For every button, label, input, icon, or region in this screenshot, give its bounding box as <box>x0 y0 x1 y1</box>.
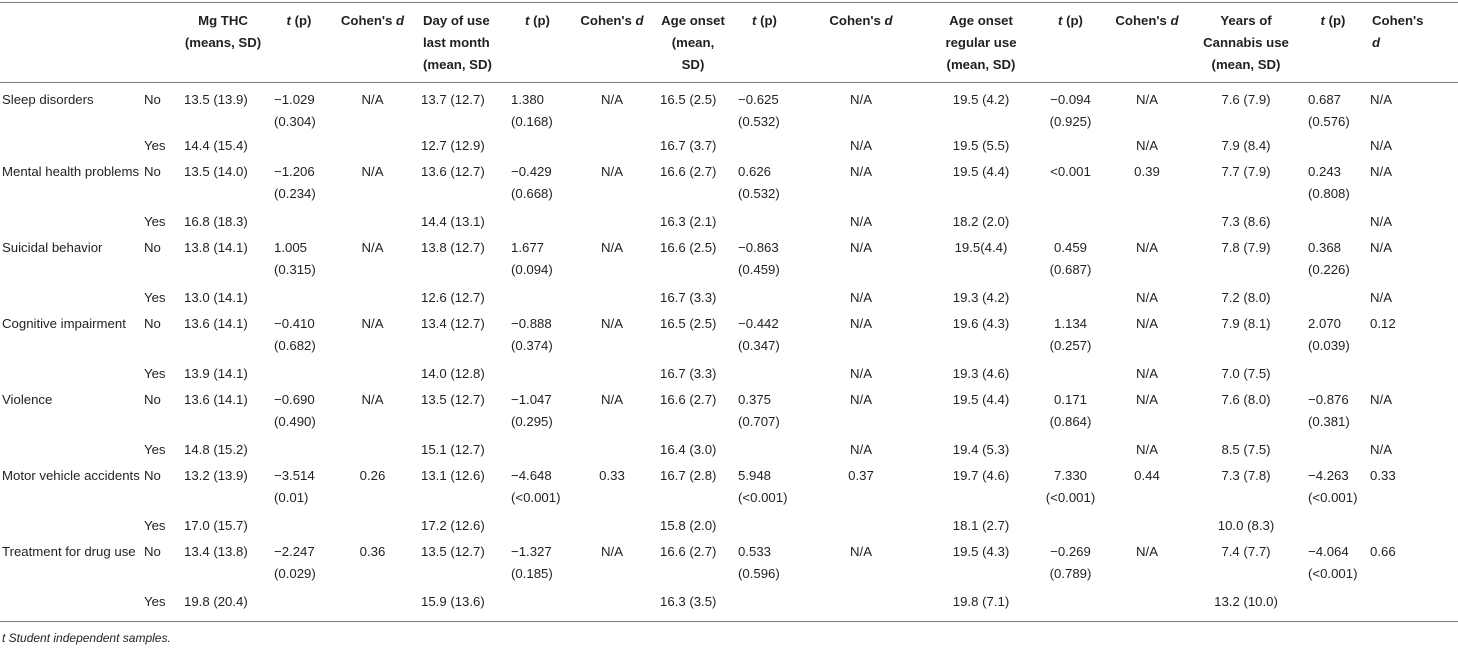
table-row <box>0 591 1458 622</box>
cell-cohens-d <box>330 591 415 622</box>
cell-t-p <box>1037 287 1104 311</box>
cell-mean-sd: 7.3 (8.6) <box>1221 214 1271 229</box>
cell-cohens-d: 0.33 <box>1370 468 1396 483</box>
row-group: Yes <box>144 290 166 305</box>
cell-cohens-d: N/A <box>601 240 623 255</box>
header-t-p: t (p) <box>752 13 777 28</box>
cell-mean-sd: 19.7 (4.6) <box>952 468 1010 483</box>
row-variable <box>0 439 142 463</box>
row-variable: Violence <box>2 392 53 407</box>
cell-t-p: 5.948 (<0.001) <box>738 468 788 505</box>
cell-t-p: −1.047 (0.295) <box>511 392 553 429</box>
cell-cohens-d: N/A <box>1136 392 1158 407</box>
cell-t-p: 0.368 (0.226) <box>1308 240 1350 277</box>
cell-t-p: −4.263 (<0.001) <box>1308 468 1358 505</box>
cell-mean-sd: 16.3 (3.5) <box>660 594 717 609</box>
cell-t-p <box>732 211 797 235</box>
header-t-p: t (p) <box>1058 13 1083 28</box>
cell-mean-sd: 19.4 (5.3) <box>952 442 1010 457</box>
cell-t-p <box>505 439 570 463</box>
cell-mean-sd: 7.9 (8.1) <box>1221 316 1271 331</box>
cell-t-p <box>732 591 797 622</box>
cell-cohens-d <box>330 135 415 159</box>
cell-cohens-d: N/A <box>1136 138 1158 153</box>
cell-mean-sd: 13.6 (14.1) <box>184 392 248 407</box>
cell-t-p <box>732 439 797 463</box>
cell-mean-sd: 13.4 (12.7) <box>421 316 485 331</box>
row-group: Yes <box>144 518 166 533</box>
cell-mean-sd: 7.9 (8.4) <box>1221 138 1271 153</box>
cell-mean-sd: 7.0 (7.5) <box>1221 366 1271 381</box>
cell-mean-sd: 19.5 (4.3) <box>952 544 1010 559</box>
table-row <box>0 539 1458 591</box>
cell-mean-sd: 16.3 (2.1) <box>660 214 717 229</box>
cell-cohens-d: N/A <box>850 240 872 255</box>
cell-t-p <box>1037 439 1104 463</box>
cell-t-p: −1.206 (0.234) <box>274 164 316 201</box>
header-age-onset-regular: Age onset regular use (mean, SD) <box>945 13 1017 72</box>
header-t-p: t (p) <box>525 13 550 28</box>
cell-mean-sd: 13.8 (14.1) <box>184 240 248 255</box>
row-group: No <box>144 392 161 407</box>
cell-mean-sd: 13.9 (14.1) <box>184 366 248 381</box>
cell-cohens-d: N/A <box>1370 92 1392 107</box>
cell-cohens-d <box>330 515 415 539</box>
cell-cohens-d: N/A <box>850 316 872 331</box>
cell-cohens-d: N/A <box>1370 240 1392 255</box>
cell-t-p: −0.888 (0.374) <box>511 316 553 353</box>
cell-mean-sd: 16.6 (2.7) <box>660 164 717 179</box>
header-cohens-d: Cohen's d <box>829 13 893 28</box>
cell-cohens-d: 0.37 <box>848 468 874 483</box>
cell-mean-sd: 7.2 (8.0) <box>1221 290 1271 305</box>
cell-t-p: 0.459 (0.687) <box>1049 240 1092 277</box>
cell-mean-sd: 13.4 (13.8) <box>184 544 248 559</box>
cell-t-p: 7.330 (<0.001) <box>1045 468 1096 505</box>
cell-mean-sd: 14.4 (15.4) <box>184 138 248 153</box>
table-row <box>0 363 1458 387</box>
cell-t-p <box>732 135 797 159</box>
cell-cohens-d: N/A <box>850 138 872 153</box>
table-row <box>0 83 1458 136</box>
cell-t-p <box>268 363 330 387</box>
table-footnote: t Student independent samples. <box>2 631 171 645</box>
cell-mean-sd: 13.5 (12.7) <box>421 544 485 559</box>
cell-t-p <box>505 287 570 311</box>
cell-cohens-d <box>570 135 654 159</box>
results-table <box>0 2 1458 622</box>
cell-cohens-d: N/A <box>1370 214 1392 229</box>
table-row <box>0 311 1458 363</box>
cell-mean-sd: 14.0 (12.8) <box>421 366 485 381</box>
cell-cohens-d: N/A <box>850 366 872 381</box>
cell-mean-sd: 16.5 (2.5) <box>660 316 717 331</box>
table-row <box>0 235 1458 287</box>
cell-t-p: 1.380 (0.168) <box>511 92 553 129</box>
cell-t-p <box>505 363 570 387</box>
row-group: No <box>144 468 161 483</box>
cell-t-p: −1.029 (0.304) <box>274 92 316 129</box>
row-variable <box>0 135 142 159</box>
cell-cohens-d: N/A <box>1136 366 1158 381</box>
cell-cohens-d: N/A <box>1136 316 1158 331</box>
cell-mean-sd: 16.6 (2.7) <box>660 544 717 559</box>
row-group: No <box>144 316 161 331</box>
cell-mean-sd: 19.6 (4.3) <box>952 316 1010 331</box>
cell-mean-sd: 13.7 (12.7) <box>421 92 485 107</box>
table-row <box>0 287 1458 311</box>
cell-cohens-d: N/A <box>601 392 623 407</box>
cell-mean-sd: 19.5 (5.5) <box>952 138 1010 153</box>
cell-cohens-d <box>1104 515 1190 539</box>
header-mg-thc: Mg THC (means, SD) <box>184 13 262 50</box>
cell-cohens-d: N/A <box>1136 290 1158 305</box>
row-group: Yes <box>144 214 166 229</box>
cell-cohens-d: N/A <box>850 214 872 229</box>
table-row <box>0 159 1458 211</box>
table-row <box>0 439 1458 463</box>
table-row <box>0 515 1458 539</box>
cell-mean-sd: 16.8 (18.3) <box>184 214 248 229</box>
cell-mean-sd: 16.7 (3.7) <box>660 138 717 153</box>
cell-t-p: −0.690 (0.490) <box>274 392 316 429</box>
cell-t-p <box>1302 591 1364 622</box>
cell-t-p: 0.687 (0.576) <box>1308 92 1350 129</box>
cell-mean-sd: 15.1 (12.7) <box>421 442 485 457</box>
cell-cohens-d: N/A <box>850 544 872 559</box>
cell-cohens-d: N/A <box>1136 442 1158 457</box>
cell-cohens-d <box>570 363 654 387</box>
cell-t-p: 0.375 (0.707) <box>738 392 780 429</box>
cell-cohens-d <box>1104 211 1190 235</box>
cell-mean-sd: 7.6 (7.9) <box>1221 92 1271 107</box>
row-variable <box>0 363 142 387</box>
cell-t-p <box>268 135 330 159</box>
cell-cohens-d: N/A <box>850 392 872 407</box>
cell-t-p: −0.269 (0.789) <box>1049 544 1092 581</box>
cell-t-p <box>268 439 330 463</box>
cell-t-p: −0.876 (0.381) <box>1308 392 1350 429</box>
table-row <box>0 463 1458 515</box>
row-variable <box>0 287 142 311</box>
cell-cohens-d <box>1364 591 1458 622</box>
cell-t-p: 1.677 (0.094) <box>511 240 553 277</box>
cell-mean-sd: 17.2 (12.6) <box>421 518 485 533</box>
cell-t-p <box>1302 287 1364 311</box>
cell-t-p <box>732 515 797 539</box>
row-variable: Mental health problems <box>2 164 140 179</box>
cell-t-p: −0.094 (0.925) <box>1049 92 1092 129</box>
cell-cohens-d: N/A <box>1370 138 1392 153</box>
cell-mean-sd: 16.5 (2.5) <box>660 92 717 107</box>
cell-cohens-d <box>570 439 654 463</box>
cell-mean-sd: 14.4 (13.1) <box>421 214 485 229</box>
row-group: No <box>144 164 161 179</box>
cell-mean-sd: 15.9 (13.6) <box>421 594 485 609</box>
cell-mean-sd: 19.3 (4.2) <box>952 290 1010 305</box>
row-group: Yes <box>144 366 166 381</box>
row-variable: Treatment for drug use <box>2 544 136 559</box>
cell-mean-sd: 7.7 (7.9) <box>1221 164 1271 179</box>
cell-mean-sd: 16.7 (3.3) <box>660 290 717 305</box>
cell-t-p: −0.410 (0.682) <box>274 316 316 353</box>
cell-t-p <box>505 591 570 622</box>
cell-cohens-d <box>1364 515 1458 539</box>
cell-mean-sd: 13.2 (10.0) <box>1214 594 1278 609</box>
cell-cohens-d: N/A <box>1370 164 1392 179</box>
cell-mean-sd: 19.5(4.4) <box>954 240 1008 255</box>
cell-mean-sd: 13.2 (13.9) <box>184 468 248 483</box>
cell-t-p: 0.533 (0.596) <box>738 544 780 581</box>
cell-cohens-d <box>1104 591 1190 622</box>
cell-mean-sd: 19.8 (7.1) <box>952 594 1010 609</box>
row-variable: Cognitive impairment <box>2 316 126 331</box>
header-cohens-d: Cohen's d <box>1115 13 1179 28</box>
cell-cohens-d: N/A <box>1136 240 1158 255</box>
cell-cohens-d: N/A <box>361 316 384 331</box>
cell-t-p: −4.064 (<0.001) <box>1308 544 1358 581</box>
header-row <box>0 3 1458 83</box>
cell-cohens-d: 0.66 <box>1370 544 1396 559</box>
cell-cohens-d: N/A <box>601 544 623 559</box>
cell-mean-sd: 16.6 (2.7) <box>660 392 717 407</box>
cell-cohens-d: N/A <box>601 316 623 331</box>
cell-mean-sd: 16.4 (3.0) <box>660 442 717 457</box>
cell-mean-sd: 13.0 (14.1) <box>184 290 248 305</box>
cell-t-p <box>268 515 330 539</box>
cell-mean-sd: 8.5 (7.5) <box>1221 442 1271 457</box>
cell-cohens-d <box>797 591 925 622</box>
cell-cohens-d <box>330 439 415 463</box>
cell-mean-sd: 16.6 (2.5) <box>660 240 717 255</box>
cell-cohens-d: N/A <box>601 92 623 107</box>
header-cohens-d: Cohen's d <box>580 13 644 28</box>
cell-mean-sd: 12.7 (12.9) <box>421 138 485 153</box>
table-body <box>0 83 1458 622</box>
cell-cohens-d: N/A <box>850 164 872 179</box>
cell-t-p <box>268 287 330 311</box>
cell-mean-sd: 13.1 (12.6) <box>421 468 485 483</box>
cell-mean-sd: 12.6 (12.7) <box>421 290 485 305</box>
cell-t-p <box>1037 515 1104 539</box>
header-cohens-d: Cohen's d <box>1372 13 1424 50</box>
cell-mean-sd: 19.5 (4.2) <box>952 92 1010 107</box>
cell-cohens-d: N/A <box>1136 92 1158 107</box>
header-group <box>142 3 178 83</box>
cell-t-p: −1.327 (0.185) <box>511 544 553 581</box>
cell-cohens-d: N/A <box>601 164 623 179</box>
row-variable: Suicidal behavior <box>2 240 103 255</box>
header-t-p: t (p) <box>286 13 312 28</box>
cell-t-p <box>732 287 797 311</box>
cell-t-p <box>1037 591 1104 622</box>
cell-t-p: 0.243 (0.808) <box>1308 164 1350 201</box>
cell-t-p: 1.005 (0.315) <box>274 240 316 277</box>
cell-cohens-d: N/A <box>1370 442 1392 457</box>
cell-cohens-d <box>1364 363 1458 387</box>
cell-t-p <box>268 211 330 235</box>
row-group: No <box>144 240 161 255</box>
cell-cohens-d: N/A <box>361 164 384 179</box>
row-variable <box>0 515 142 539</box>
header-days-use: Day of use last month (mean, SD) <box>423 13 492 72</box>
cell-cohens-d: 0.26 <box>359 468 386 483</box>
cell-mean-sd: 17.0 (15.7) <box>184 518 248 533</box>
cell-mean-sd: 19.5 (4.4) <box>952 164 1010 179</box>
cell-t-p <box>505 135 570 159</box>
row-group: Yes <box>144 138 166 153</box>
cell-t-p: 0.171 (0.864) <box>1049 392 1092 429</box>
cell-cohens-d: N/A <box>850 442 872 457</box>
cell-t-p: −0.442 (0.347) <box>738 316 780 353</box>
table-row <box>0 387 1458 439</box>
cell-t-p <box>1037 363 1104 387</box>
header-age-onset: Age onset (mean, SD) <box>661 13 725 72</box>
cell-t-p <box>1302 211 1364 235</box>
cell-t-p: −4.648 (<0.001) <box>511 468 561 505</box>
cell-mean-sd: 7.3 (7.8) <box>1221 468 1271 483</box>
cell-cohens-d: 0.12 <box>1370 316 1396 331</box>
cell-mean-sd: 16.7 (2.8) <box>660 468 717 483</box>
header-cohens-d: Cohen's d <box>340 13 405 28</box>
cell-t-p: 2.070 (0.039) <box>1308 316 1350 353</box>
cell-mean-sd: 16.7 (3.3) <box>660 366 717 381</box>
cell-cohens-d: N/A <box>1370 290 1392 305</box>
cell-mean-sd: 13.6 (14.1) <box>184 316 248 331</box>
row-group: No <box>144 92 161 107</box>
cell-cohens-d <box>570 287 654 311</box>
row-variable <box>0 591 142 622</box>
cell-cohens-d <box>570 515 654 539</box>
cell-mean-sd: 13.5 (12.7) <box>421 392 485 407</box>
cell-mean-sd: 19.5 (4.4) <box>952 392 1010 407</box>
cell-cohens-d: 0.33 <box>599 468 625 483</box>
cell-cohens-d: N/A <box>1370 392 1392 407</box>
cell-t-p <box>1302 439 1364 463</box>
cell-t-p: <0.001 <box>1050 164 1091 179</box>
cell-mean-sd: 15.8 (2.0) <box>660 518 717 533</box>
cell-mean-sd: 13.5 (14.0) <box>184 164 248 179</box>
row-variable: Motor vehicle accidents <box>2 468 140 483</box>
table-row <box>0 135 1458 159</box>
cell-t-p <box>1302 363 1364 387</box>
header-variable <box>0 3 142 83</box>
cell-mean-sd: 10.0 (8.3) <box>1217 518 1275 533</box>
cell-cohens-d <box>570 591 654 622</box>
cell-mean-sd: 18.2 (2.0) <box>952 214 1010 229</box>
cell-cohens-d: N/A <box>850 290 872 305</box>
cell-mean-sd: 7.4 (7.7) <box>1221 544 1271 559</box>
cell-cohens-d: N/A <box>361 392 384 407</box>
cell-mean-sd: 19.8 (20.4) <box>184 594 248 609</box>
header-years-use: Years of Cannabis use (mean, SD) <box>1203 13 1289 72</box>
cell-cohens-d: N/A <box>1136 544 1158 559</box>
cell-cohens-d <box>797 515 925 539</box>
row-variable: Sleep disorders <box>2 92 94 107</box>
cell-t-p: −0.863 (0.459) <box>738 240 780 277</box>
cell-t-p <box>268 591 330 622</box>
table-row <box>0 211 1458 235</box>
cell-t-p: 0.626 (0.532) <box>738 164 780 201</box>
cell-mean-sd: 13.8 (12.7) <box>421 240 485 255</box>
cell-t-p <box>1037 211 1104 235</box>
cell-cohens-d <box>330 363 415 387</box>
cell-cohens-d: N/A <box>361 92 384 107</box>
cell-t-p: −0.625 (0.532) <box>738 92 780 129</box>
row-variable <box>0 211 142 235</box>
cell-t-p: −0.429 (0.668) <box>511 164 553 201</box>
cell-mean-sd: 19.3 (4.6) <box>952 366 1010 381</box>
cell-mean-sd: 14.8 (15.2) <box>184 442 248 457</box>
cell-cohens-d: 0.44 <box>1134 468 1160 483</box>
cell-mean-sd: 13.5 (13.9) <box>184 92 248 107</box>
cell-mean-sd: 13.6 (12.7) <box>421 164 485 179</box>
cell-cohens-d: N/A <box>850 92 872 107</box>
cell-cohens-d <box>330 287 415 311</box>
cell-t-p <box>1302 515 1364 539</box>
cell-t-p: −2.247 (0.029) <box>274 544 316 581</box>
cell-cohens-d <box>330 211 415 235</box>
cell-t-p <box>505 211 570 235</box>
row-group: Yes <box>144 594 166 609</box>
cell-mean-sd: 7.6 (8.0) <box>1221 392 1271 407</box>
cell-t-p: −3.514 (0.01) <box>274 468 315 505</box>
cell-t-p <box>1302 135 1364 159</box>
cell-mean-sd: 18.1 (2.7) <box>952 518 1010 533</box>
cell-t-p <box>505 515 570 539</box>
cell-cohens-d: N/A <box>361 240 384 255</box>
header-t-p: t (p) <box>1320 13 1346 28</box>
cell-t-p: 1.134 (0.257) <box>1049 316 1092 353</box>
row-group: No <box>144 544 161 559</box>
cell-t-p <box>1037 135 1104 159</box>
cell-mean-sd: 7.8 (7.9) <box>1221 240 1271 255</box>
cell-cohens-d: 0.39 <box>1134 164 1160 179</box>
cell-cohens-d <box>570 211 654 235</box>
cell-cohens-d: 0.36 <box>359 544 386 559</box>
row-group: Yes <box>144 442 166 457</box>
cell-t-p <box>732 363 797 387</box>
